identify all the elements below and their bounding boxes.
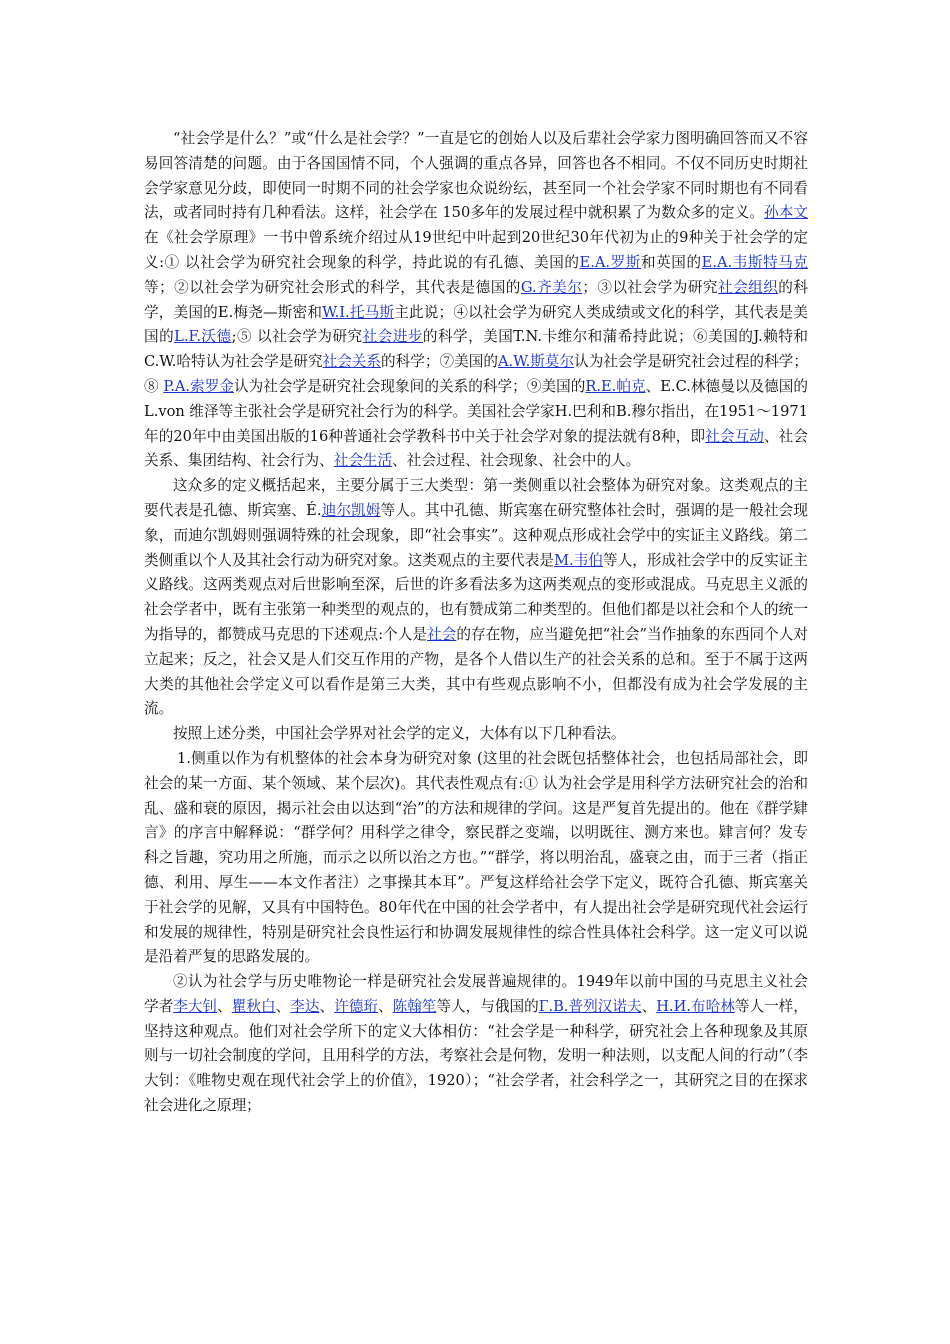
paragraph-text: 等人。其中孔德、斯宾塞在研究整体社会时，强调的是一般社会现象，而迪尔凯姆则强调特殊的社会现象，即“社会事实”。这种观点形成社会学中的实证主义路线。第二类侧重以个人及其社会行动为研究对象。这类观点的主要代表是 <box>144 501 808 569</box>
term-link[interactable]: Г.В.普列汉诺夫 <box>538 997 642 1015</box>
paragraph-text: 的科学，美国T.N.卡维尔和蒲希持此说；⑥美国的J.赖特和C.W.哈特认为社会学是研究 <box>144 328 808 371</box>
paragraph-text: 等人，形成社会学中的反实证主义路线。这两类观点对后世影响至深，后世的许多看法多为这两类观点的变形或混成。马克思主义派的社会学者中，既有主张第一种类型的观点的，也有赞成第二种类型的。但他们都是以社会和个人的统一为指导的，都赞成马克思的下述观点:个人是 <box>144 551 808 643</box>
paragraph-text: 的科学，美国的E.梅尧—斯密和 <box>144 278 808 321</box>
paragraph-text: 、E.C.林德曼以及德国的 L.von 维泽等主张社会学是研究社会行为的科学。美国社会学家H.巴利和B.穆尔指出，在1951～1971年的20年中由美国出版的16种普通社会学教科书中关于社会学对象的提法就有8种，即 <box>144 377 808 445</box>
paragraph-text: 、社会过程、社会现象、社会中的人。 <box>392 452 641 470</box>
term-link[interactable]: L.F.沃德 <box>174 328 232 346</box>
term-link[interactable]: E.A.韦斯特马克 <box>701 253 808 271</box>
paragraph-p3 <box>144 722 808 747</box>
paragraph-text: 1.侧重以作为有机整体的社会本身为研究对象 (这里的社会既包括整体社会，也包括局部社会，即社会的某一方面、某个领域、某个层次)。其代表性观点有:① 认为社会学是用科学方法研究社会的治和乱、盛和衰的原因，揭示社会由以达到“治”的方法和规律的学问。这是严复首先提出的。他在《群学肄言》的序言中解释说：“群学何？用科学之律令，察民群之变端，以明既往、测方来也。肄言何？发专科之旨趣，究功用之所施，而示之以所以治之方也。”“群学，将以明治乱，盛衰之由，而于三者（指正德、利用、厚生——本文作者注）之事操其本耳”。严复这样给社会学下定义，既符合孔德、斯宾塞关于社会学的见解，又具有中国特色。80年代在中国的社会学者中，有人提出社会学是研究现代社会运行和发展的规律性，特别是研究社会良性运行和协调发展规律性的综合性具体社会科学。这一定义可以说是沿着严复的思路发展的。 <box>144 749 808 966</box>
term-link[interactable]: G.齐美尔 <box>520 278 583 296</box>
term-link[interactable]: 迪尔凯姆 <box>321 501 381 519</box>
term-link[interactable]: 李大钊 <box>173 997 218 1015</box>
paragraph-p4 <box>144 747 808 970</box>
term-link[interactable]: 瞿秋白 <box>231 997 276 1015</box>
term-link[interactable]: W.I.托马斯 <box>322 303 395 321</box>
paragraph-text: 主此说；④以社会学为研究人类成绩或文化的科学，其代表是美国的 <box>144 303 808 346</box>
term-link[interactable]: 社会 <box>427 625 457 643</box>
paragraph-text: 这众多的定义概括起来，主要分属于三大类型：第一类侧重以社会整体为研究对象。这类观点的主要代表是孔德、斯宾塞、É. <box>144 477 808 519</box>
term-link[interactable]: M.韦伯 <box>554 551 603 569</box>
paragraph-text: ;⑤ 以社会学为研究 <box>231 328 363 346</box>
term-link[interactable]: 许德珩 <box>334 997 378 1015</box>
term-link[interactable]: 社会互动 <box>705 427 764 445</box>
term-link[interactable]: R.E.帕克 <box>585 377 646 395</box>
document-page <box>144 127 808 1119</box>
term-link[interactable]: 社会进步 <box>362 328 423 346</box>
paragraph-text: 在《社会学原理》一书中曾系统介绍过从19世纪中叶起到20世纪30年代初为止的9种关于社会学的定义:① 以社会学为研究社会现象的科学，持此说的有孔德、美国的 <box>144 229 808 271</box>
term-link[interactable]: 李达 <box>290 997 320 1015</box>
paragraph-text: 、 <box>217 997 232 1015</box>
term-link[interactable]: 社会生活 <box>333 452 393 470</box>
paragraph-text: 、社会关系、集团结构、社会行为、 <box>144 427 808 470</box>
paragraph-text: 等人，与俄国的 <box>436 997 539 1015</box>
paragraph-p5 <box>144 970 808 1119</box>
paragraph-text: 等人一样，坚持这种观点。他们对社会学所下的定义大体相仿：“社会学是一种科学，研究社会上各种现象及其原则与一切社会制度的学问，且用科学的方法，考察社会是何物，发明一种法则，以支配人间的行动”（李大钊：《唯物史观在现代社会学上的价值》，1920）；“社会学者，社会科学之一，其研究之目的在探求社会进化之原理； <box>144 997 808 1115</box>
paragraph-text: 、 <box>641 997 657 1015</box>
paragraph-text: 认为社会学是研究社会现象间的关系的科学；⑨美国的 <box>233 377 586 395</box>
term-link[interactable]: 陈翰笙 <box>392 997 437 1015</box>
term-link[interactable]: P.A.索罗金 <box>163 377 234 395</box>
term-link[interactable]: 社会关系 <box>322 353 382 371</box>
paragraph-text: 认为社会学是研究社会过程的科学；⑧ <box>144 353 808 395</box>
paragraph-text: ；③以社会学为研究 <box>582 278 718 296</box>
paragraph-text: 按照上述分类，中国社会学界对社会学的定义，大体有以下几种看法。 <box>173 725 626 743</box>
paragraph-text: 、 <box>377 997 393 1015</box>
paragraph-p2 <box>144 474 808 722</box>
term-link[interactable]: A.W.斯莫尔 <box>497 353 575 371</box>
paragraph-text: 和英国的 <box>640 253 702 271</box>
paragraph-text: ②认为社会学与历史唯物论一样是研究社会发展普遍规律的。1949年以前中国的马克思主义社会学者 <box>144 973 808 1015</box>
term-link[interactable]: E.A.罗斯 <box>579 253 641 271</box>
term-link[interactable]: 孙本文 <box>764 204 808 222</box>
paragraph-text: 等；②以社会学为研究社会形式的科学，其代表是德国的 <box>144 278 521 296</box>
paragraph-text: “社会学是什么？”或“什么是社会学？”一直是它的创始人以及后辈社会学家力图明确回答而又不容易回答清楚的问题。由于各国国情不同，个人强调的重点各异，回答也各不相同。不仅不同历史时期社会学家意见分歧，即使同一时期不同的社会学家也众说纷纭，甚至同一个社会学家不同时期也有不同看法，或者同时持有几种看法。这样，社会学在 150多年的发展过程中就积累了为数众多的定义。 <box>144 130 808 222</box>
paragraph-text: 、 <box>275 997 291 1015</box>
paragraph-text: 的存在物，应当避免把“社会”当作抽象的东西同个人对立起来；反之，社会又是人们交互作用的产物，是各个人借以生产的社会关系的总和。至于不属于这两大类的其他社会学定义可以看作是第三大类，其中有些观点影响不小，但都没有成为社会学发展的主流。 <box>144 625 808 718</box>
term-link[interactable]: Н.И.布哈林 <box>656 997 735 1015</box>
paragraph-text: 的科学；⑦美国的 <box>381 353 498 371</box>
paragraph-p1 <box>144 127 808 474</box>
term-link[interactable]: 社会组织 <box>718 278 779 296</box>
paragraph-text: 、 <box>319 997 335 1015</box>
